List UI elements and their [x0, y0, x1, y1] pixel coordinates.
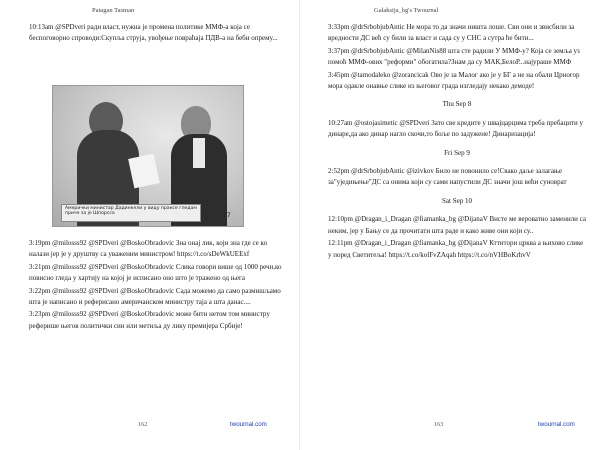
- tweet-paragraph: 10:13am @SPDveri ради власт, нужна је промена политике ММФ-а која се беспоговорно спроводи:Скупља струја, увођење повраћаја ПДВ-а на беби опрему...: [29, 23, 278, 43]
- tweet-paragraph: 2:52pm @drSrbobjubAntic @izivkov Било не повонило се!Свако даље залагање за"уједињење"ДС са онима који су сами напустили ДС значи још већи суноврат: [328, 167, 567, 187]
- tweet-paragraph: 3:37pm @drSrbobjubAntic @MilanNis88 шта сте радили У ММФ-у? Која се земља уз помоћ ММФ-ових "реформи" обогатила?Знам да су МАК,БелоР...најураше ММФ: [328, 46, 580, 67]
- news-photo: [52, 85, 244, 227]
- tweet-paragraph: 3:19pm @milosss92 @SPDveri @BoskoObradovic Зна онај лик, који зна где се ко налази јер је у друштву са уваженим министром! https://t.co/sDeWkUEExf: [29, 239, 268, 259]
- day-heading: Thu Sep 8: [442, 100, 472, 109]
- left-page-header: Patagan Tasman: [92, 7, 135, 14]
- tweet-paragraph: 3:33pm @drSrbobjubAntic Не мора то да значи ништа лоше. Сви они и звисбили за вредности ДС већ су били за власт и сада су у СНС а сутра ће бити...: [328, 23, 575, 43]
- tweet-paragraph: 3:22pm @milosss92 @SPDveri @BoskoObradovic Сада можемо да само размишљамо шта је написано и реферисано америчанском министру таја а шта данас....: [29, 286, 281, 307]
- tweet-paragraph: 3:21pm @milosss92 @SPDveri @BoskoObradovic Слика говори више од 1000 речи,ко повисно гледа у хартију на којој је исписано оно што је тражено од њега: [29, 262, 282, 283]
- page-number: 163: [434, 421, 444, 428]
- day-heading: Sat Sep 10: [442, 196, 472, 205]
- footer-link[interactable]: twournal.com: [230, 421, 267, 428]
- tweet-paragraph: 3:45pm @tamodaleko @zorancicak Ово је за Малог ако је у БГ а не на обали Црногор мора одакле онавње слике из његовог града изгледају некако демоде!: [328, 70, 580, 91]
- footer-link[interactable]: twournal.com: [538, 421, 575, 428]
- page-number: 162: [138, 421, 148, 428]
- tweet-paragraph: 12:11pm @Dragan_i_Dragan @fiamanka_bg @DijanaV Кттитори црква а њихово слике у поред Светитеља! https://t.co/kolFvZAqah https://t.co/nVHBoKrhvV: [328, 239, 584, 259]
- left-top-text: [29, 22, 285, 46]
- left-bottom-text: [29, 238, 285, 333]
- right-page: [300, 0, 600, 450]
- photo-caption: Амерички министар Дадинкели у виду праксе гледам приче за је Шпорсса: [61, 204, 201, 222]
- photo-number: 17: [223, 212, 231, 219]
- tweet-paragraph: 12:10pm @Dragan_i_Dragan @fiamanka_bg @DijanaV Висте ме вероватно заменили са неким, јер у Бању се да прочитати шта раде и како живе они који су..: [328, 215, 586, 235]
- right-text: [328, 22, 586, 262]
- day-heading: Fri Sep 9: [444, 148, 470, 157]
- tweet-paragraph: 3:23pm @milosss92 @SPDveri @BoskoObradovic може бити нетом том министру реферише његов политички син или метиља ду лику премијера Србије!: [29, 310, 270, 330]
- right-page-header: Galaksija_bg's Twournal: [374, 7, 439, 14]
- tweet-paragraph: 10:27am @ostojasimetic @SPDveri Зато све кредите у швајцарцима треба пребацити у динаре,да ако динар нагло скочи,то боље по задужене! Динаризација!: [328, 118, 584, 139]
